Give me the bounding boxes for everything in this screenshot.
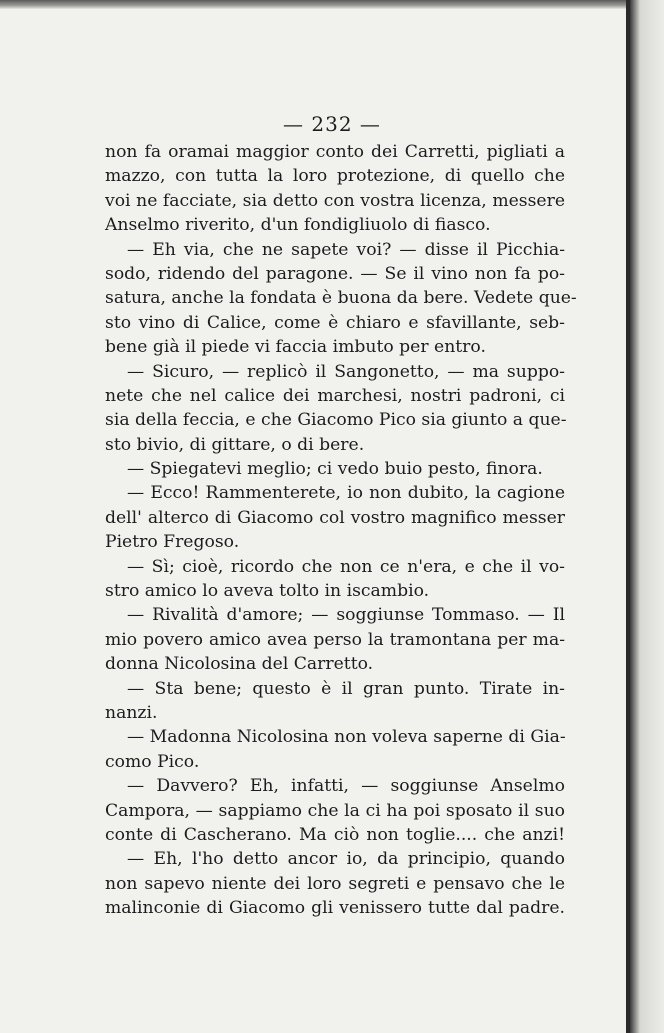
text-line: — Madonna Nicolosina non voleva saperne di Gia- [127,727,566,748]
text-line: — Ecco! Rammenterete, io non dubito, la cagione [127,483,565,504]
text-line: dell' alterco di Giacomo col vostro magnifico messer [105,507,565,528]
text-line: — Eh via, che ne sapete voi? — disse il Picchia- [127,239,565,260]
text-line: — Sicuro, — replicò il Sangonetto, — ma suppo- [127,361,565,382]
text-line: voi ne facciate, sia detto con vostra licenza, messere [105,190,565,211]
text-line: sto bivio, di gittare, o di bere. [105,434,365,455]
text-line: — Spiegatevi meglio; ci vedo buio pesto, finora. [127,459,543,480]
text-line: Campora, — sappiamo che la ci ha poi sposato il suo [105,800,565,821]
body-text [105,140,577,921]
text-line: mazzo, con tutta la loro protezione, di quello che [105,166,565,187]
text-line: — Sì; cioè, ricordo che non ce n'era, e che il vo- [127,556,565,577]
text-line: stro amico lo aveva tolto in iscambio. [105,581,430,602]
text-line: non sapevo niente dei loro segreti e pensavo che le [105,873,565,894]
text-line: malinconie di Giacomo gli venissero tutte dal padre. [105,898,565,919]
text-line: sia della feccia, e che Giacomo Pico sia giunto a que- [105,410,567,431]
text-line: satura, anche la fondata è buona da bere. Vedete que- [105,288,577,309]
page-number: — 232 — [283,112,381,136]
next-page-edge [630,0,664,1033]
page-top-edge [0,0,628,9]
text-line: mio povero amico avea perso la tramontana per ma- [105,629,565,650]
text-line: — Sta bene; questo è il gran punto. Tirate in- [127,678,565,699]
text-line: sto vino di Calice, come è chiaro e sfavillante, seb- [105,312,565,333]
text-line: bene già il piede vi faccia imbuto per entro. [105,337,486,358]
text-line: non fa oramai maggior conto dei Carretti, pigliati a [105,142,565,162]
text-line: Anselmo riverito, d'un fondigliuolo di fiasco. [105,215,491,236]
text-line: como Pico. [105,751,200,772]
text-line: sodo, ridendo del paragone. — Se il vino non fa po- [105,263,565,284]
text-line: — Davvero? Eh, infatti, — soggiunse Anselmo [127,776,565,797]
text-line: nanzi. [105,702,158,723]
text-line: nete che nel calice dei marchesi, nostri padroni, ci [105,385,565,406]
text-line: — Rivalità d'amore; — soggiunse Tommaso. — Il [127,605,565,626]
text-line: conte di Cascherano. Ma ciò non toglie.... che anzi! [105,824,565,845]
text-line: — Eh, l'ho detto ancor io, da principio, quando [127,849,565,870]
text-line: Pietro Fregoso. [105,532,240,553]
text-line: donna Nicolosina del Carretto. [105,654,374,675]
